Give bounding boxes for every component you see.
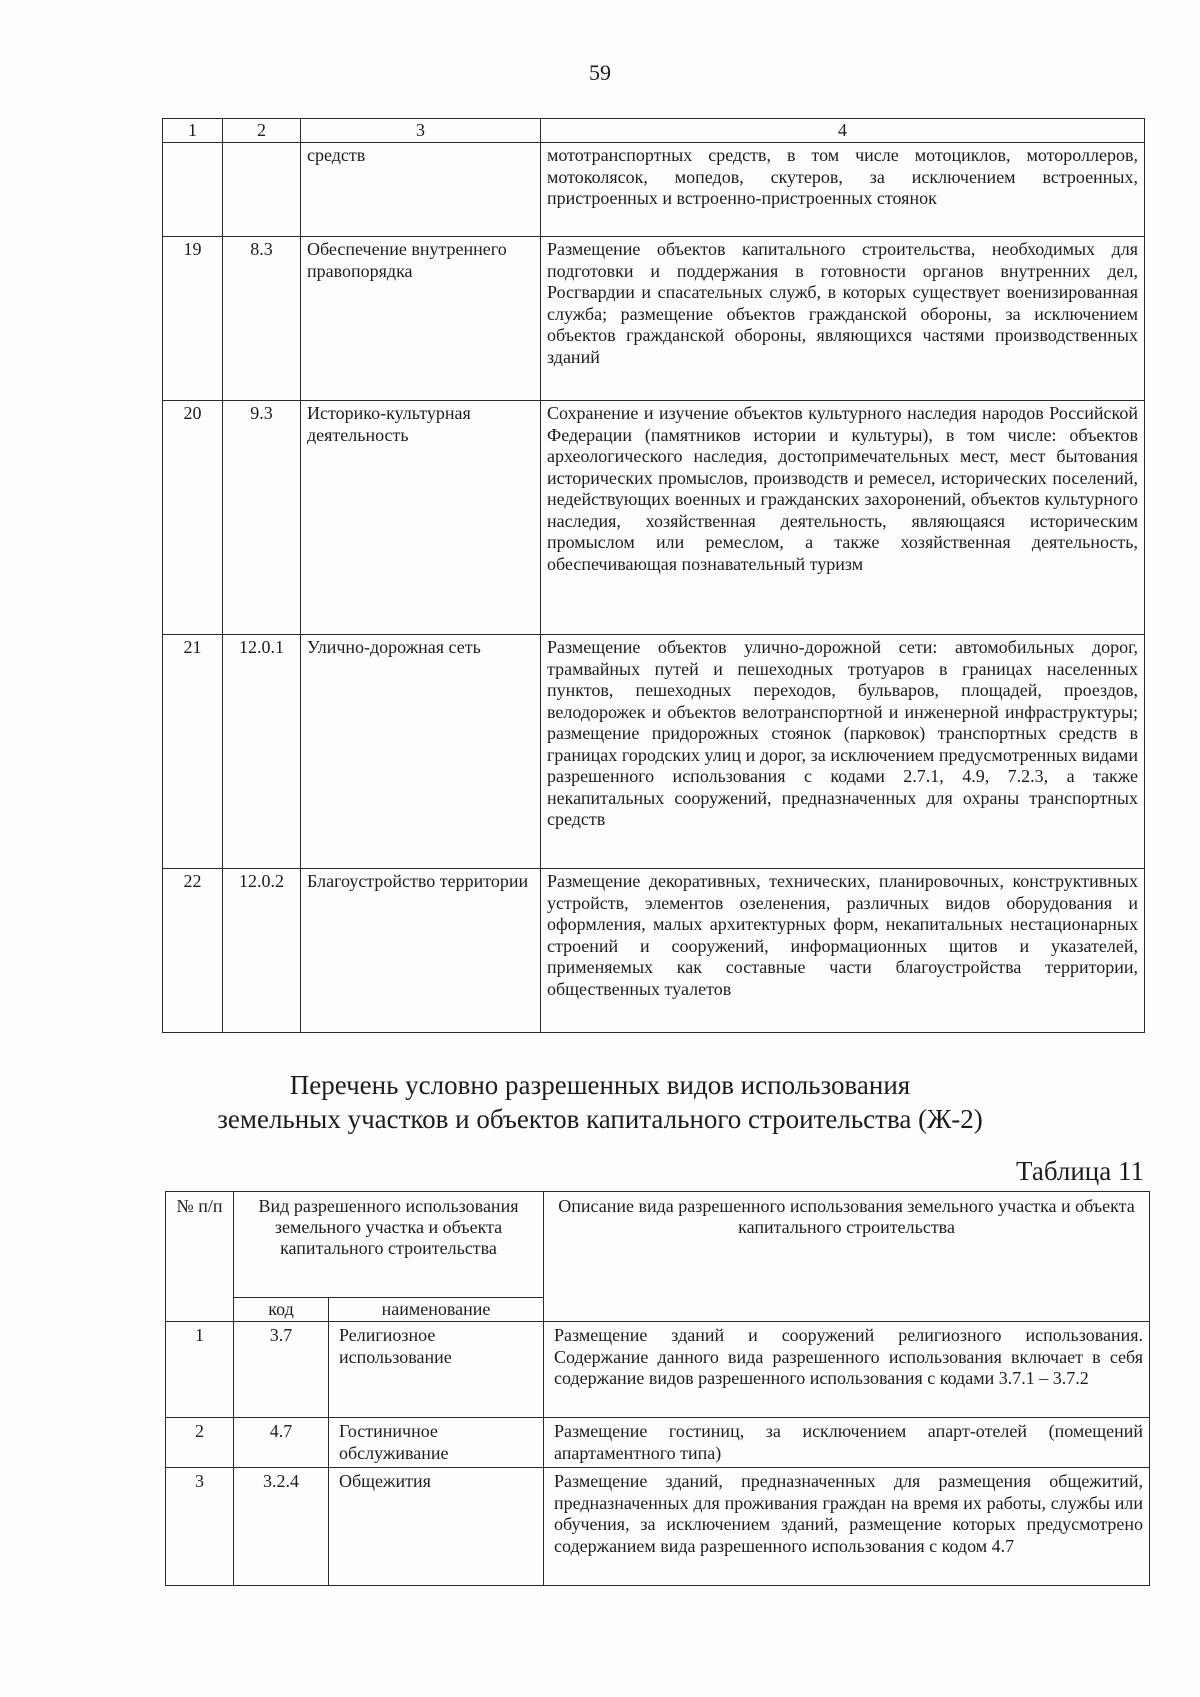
use-name: Благоустройство территории (301, 869, 541, 1033)
use-description: мототранспортных средств, в том числе мотоциклов, мотороллеров, мотоколясок, мопедов, скутеров, за исключением встроенных, пристроенных и встроенно-пристроенных стоянок (541, 143, 1145, 237)
row-number: 22 (163, 869, 223, 1033)
section-heading (0, 1068, 1200, 1136)
column-number: 3 (301, 119, 541, 143)
use-code (223, 143, 301, 237)
row-number: 1 (166, 1322, 234, 1418)
table-row (163, 401, 1145, 635)
row-number: 2 (166, 1418, 234, 1468)
table-row (166, 1322, 1150, 1418)
table-row (166, 1418, 1150, 1468)
table-row (163, 635, 1145, 869)
use-description: Сохранение и изучение объектов культурного наследия народов Российской Федерации (памятников истории и культуры), в том числе: объектов археологического наследия, достопримечательных мест, мест бытования исторических промыслов, производств и ремесел, исторических поселений, недействующих военных и гражданских захоронений, объектов культурного наследия, хозяйственная деятельность, являющаяся историческим промыслом или ремеслом, а также хозяйственная деятельность, обеспечивающая познавательный туризм (541, 401, 1145, 635)
use-code: 8.3 (223, 237, 301, 401)
use-description: Размещение зданий и сооружений религиозного использования. Содержание данного вида разрешенного использования включает в себя содержание видов разрешенного использования с кодами 3.7.1 – 3.7.2 (544, 1322, 1150, 1418)
row-number: 19 (163, 237, 223, 401)
use-name: средств (301, 143, 541, 237)
use-description: Размещение зданий, предназначенных для размещения общежитий, предназначенных для проживания граждан на время их работы, службы или обучения, за исключением зданий, размещение которых предусмотрено содержанием вида разрешенного использования с кодом 4.7 (544, 1468, 1150, 1586)
header-row (166, 1192, 1150, 1298)
header-name: наименование (329, 1298, 544, 1322)
use-code: 3.2.4 (234, 1468, 329, 1586)
use-description: Размещение объектов улично-дорожной сети: автомобильных дорог, трамвайных путей и пешеходных тротуаров в границах населенных пунктов, пешеходных переходов, бульваров, площадей, проездов, велодорожек и объектов велотранспортной и инженерной инфраструктуры; размещение придорожных стоянок (парковок) транспортных средств в границах городских улиц и дорог, за исключением предусмотренных видами разрешенного использования с кодами 2.7.1, 4.9, 7.2.3, а также некапитальных сооружений, предназначенных для охраны транспортных средств (541, 635, 1145, 869)
conditional-uses-table (165, 1191, 1150, 1586)
row-number: 3 (166, 1468, 234, 1586)
table-caption: Таблица 11 (1016, 1156, 1144, 1186)
column-number: 2 (223, 119, 301, 143)
use-code: 3.7 (234, 1322, 329, 1418)
header-code: код (234, 1298, 329, 1322)
use-description: Размещение объектов капитального строительства, необходимых для подготовки и поддержания в готовности органов внутренних дел, Росгвардии и спасательных служб, в которых существует военизированная служба; размещение объектов гражданской обороны, за исключением объектов гражданской обороны, являющихся частями производственных зданий (541, 237, 1145, 401)
table-row (163, 237, 1145, 401)
section-heading-line: Перечень условно разрешенных видов использования (289, 1070, 911, 1100)
page-number: 59 (589, 60, 611, 85)
use-code: 9.3 (223, 401, 301, 635)
use-name: Обеспечение внутреннего правопорядка (301, 237, 541, 401)
header-description: Описание вида разрешенного использования земельного участка и объекта капитального строительства (544, 1192, 1150, 1322)
table-row (166, 1468, 1150, 1586)
use-name: Гостиничное обслуживание (329, 1418, 544, 1468)
use-description: Размещение гостиниц, за исключением апарт-отелей (помещений апартаментного типа) (544, 1418, 1150, 1468)
section-heading-line: земельных участков и объектов капитального строительства (Ж-2) (217, 1104, 983, 1134)
use-name: Общежития (329, 1468, 544, 1586)
header-number: № п/п (166, 1192, 234, 1322)
use-name: Улично-дорожная сеть (301, 635, 541, 869)
table-row (163, 143, 1145, 237)
column-number-row (163, 119, 1145, 143)
row-number: 20 (163, 401, 223, 635)
use-code: 12.0.2 (223, 869, 301, 1033)
use-code: 12.0.1 (223, 635, 301, 869)
use-description: Размещение декоративных, технических, планировочных, конструктивных устройств, элементов озеленения, различных видов оборудования и оформления, малых архитектурных форм, некапитальных нестационарных строений и сооружений, информационных щитов и указателей, применяемых как составные части благоустройства территории, общественных туалетов (541, 869, 1145, 1033)
row-number: 21 (163, 635, 223, 869)
table-row (163, 869, 1145, 1033)
use-name: Историко-культурная деятельность (301, 401, 541, 635)
column-number: 4 (541, 119, 1145, 143)
permitted-uses-table-continuation (162, 118, 1145, 1033)
header-use-kind: Вид разрешенного использования земельного участка и объекта капитального строительства (234, 1192, 544, 1298)
column-number: 1 (163, 119, 223, 143)
use-name: Религиозное использование (329, 1322, 544, 1418)
use-code: 4.7 (234, 1418, 329, 1468)
row-number (163, 143, 223, 237)
